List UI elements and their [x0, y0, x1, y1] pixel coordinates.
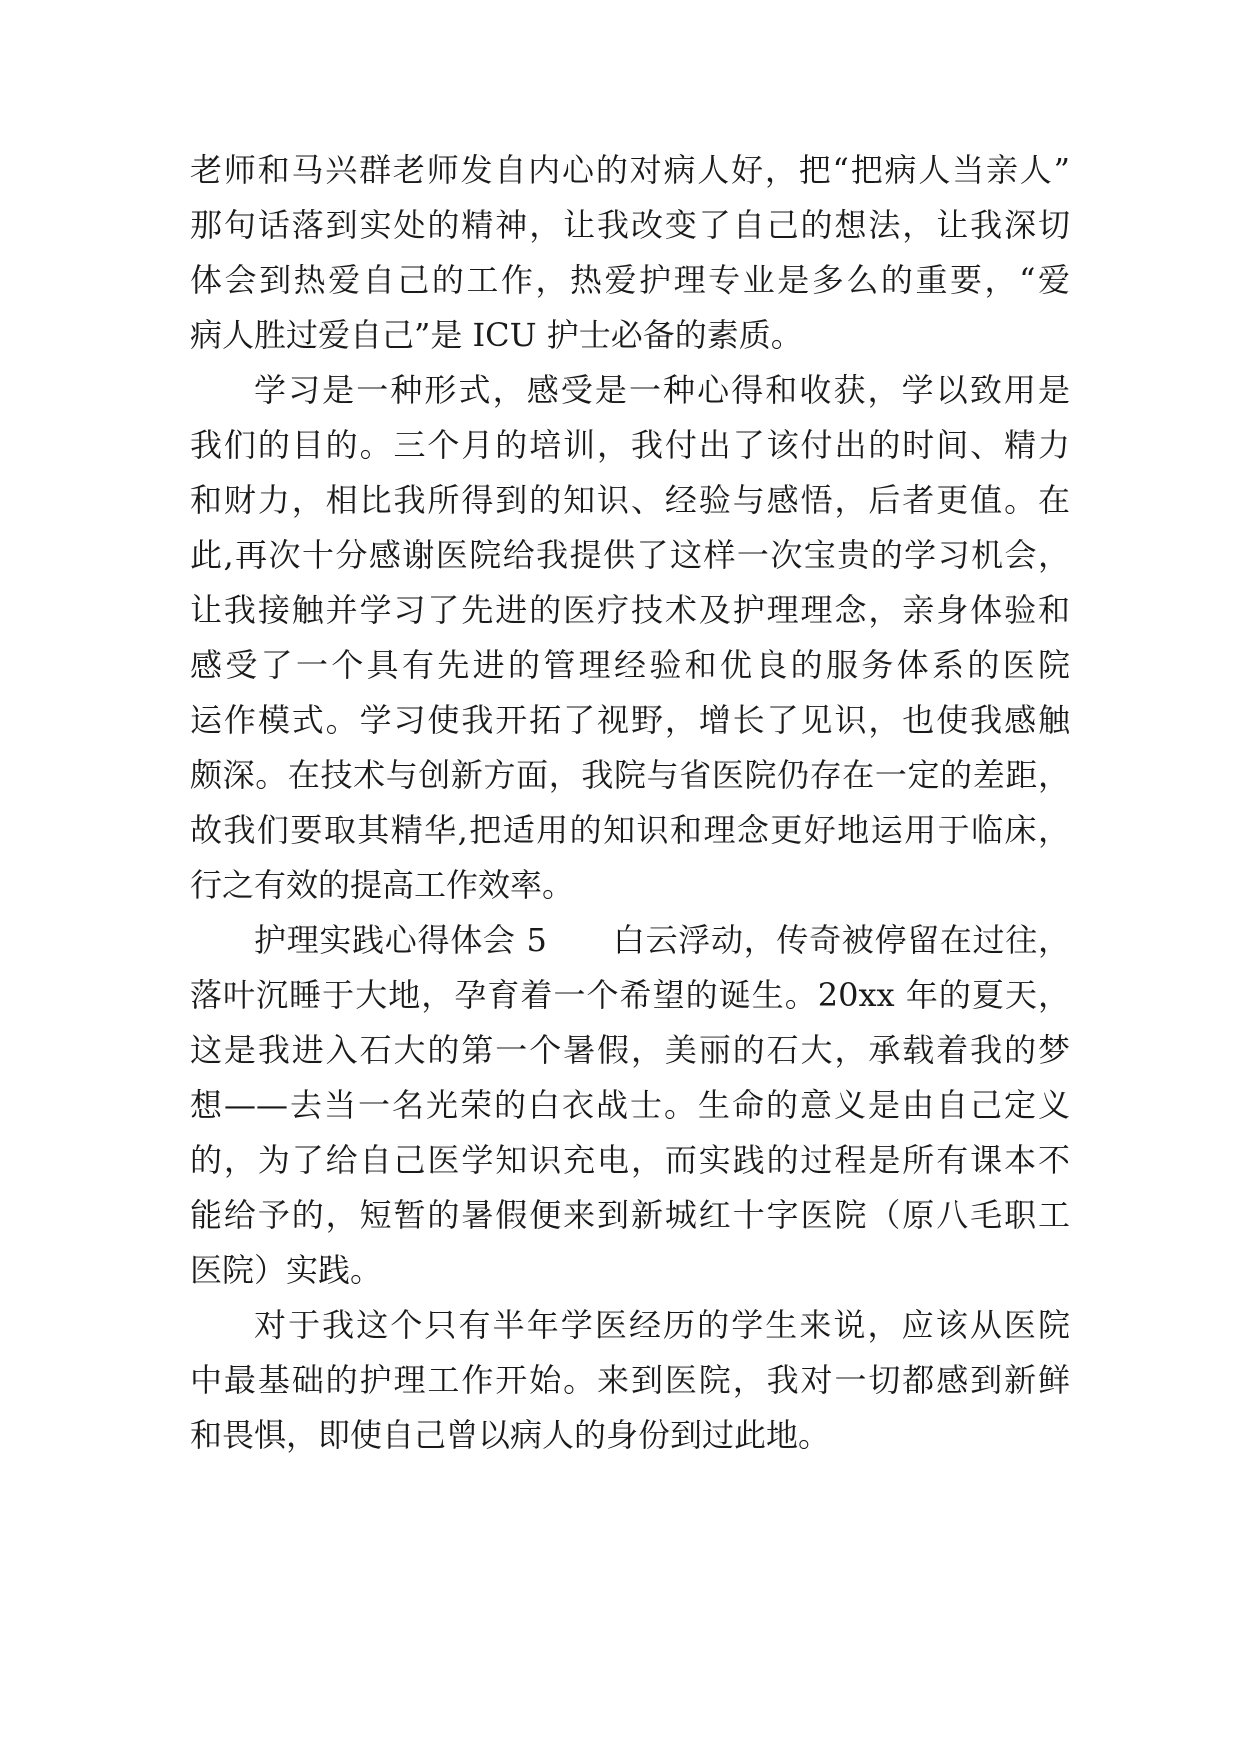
text-line: 对于我这个只有半年学医经历的学生来说，应该从医院 — [254, 1306, 1070, 1344]
text-line: 我们的目的。三个月的培训，我付出了该付出的时间、精力 — [190, 426, 1070, 464]
text-line: 医院）实践。 — [190, 1251, 383, 1289]
text-line: 落叶沉睡于大地，孕育着一个希望的诞生。20xx 年的夏天， — [190, 976, 1070, 1014]
text-line: 中最基础的护理工作开始。来到医院，我对一切都感到新鲜 — [190, 1361, 1070, 1399]
text-line: 能给予的，短暂的暑假便来到新城红十字医院（原八毛职工 — [190, 1196, 1070, 1234]
text-line: 颇深。在技术与创新方面，我院与省医院仍存在一定的差距， — [190, 756, 1070, 794]
text-line: 老师和马兴群老师发自内心的对病人好，把“把病人当亲人” — [190, 151, 1070, 189]
text-line: 运作模式。学习使我开拓了视野，增长了见识，也使我感触 — [190, 701, 1070, 739]
text-line: 学习是一种形式，感受是一种心得和收获，学以致用是 — [254, 371, 1070, 409]
text-line: 护理实践心得体会 5 白云浮动，传奇被停留在过往， — [254, 921, 1070, 959]
text-line: 和财力，相比我所得到的知识、经验与感悟，后者更值。在 — [190, 481, 1070, 519]
text-line: 此,再次十分感谢医院给我提供了这样一次宝贵的学习机会， — [190, 536, 1070, 574]
text-line: 和畏惧，即使自己曾以病人的身份到过此地。 — [190, 1416, 831, 1454]
text-line: 行之有效的提高工作效率。 — [190, 866, 575, 904]
text-line: 感受了一个具有先进的管理经验和优良的服务体系的医院 — [190, 646, 1070, 684]
text-line: 让我接触并学习了先进的医疗技术及护理理念，亲身体验和 — [190, 591, 1070, 629]
text-line: 那句话落到实处的精神，让我改变了自己的想法，让我深切 — [190, 206, 1070, 244]
text-line: 的，为了给自己医学知识充电，而实践的过程是所有课本不 — [190, 1141, 1070, 1179]
text-line: 这是我进入石大的第一个暑假，美丽的石大，承载着我的梦 — [190, 1031, 1070, 1069]
text-line: 体会到热爱自己的工作，热爱护理专业是多么的重要，“爱 — [190, 261, 1070, 299]
text-line: 病人胜过爱自己”是 ICU 护士必备的素质。 — [190, 316, 803, 354]
text-line: 想——去当一名光荣的白衣战士。生命的意义是由自己定义 — [190, 1086, 1070, 1124]
text-line: 故我们要取其精华,把适用的知识和理念更好地运用于临床， — [190, 811, 1070, 849]
